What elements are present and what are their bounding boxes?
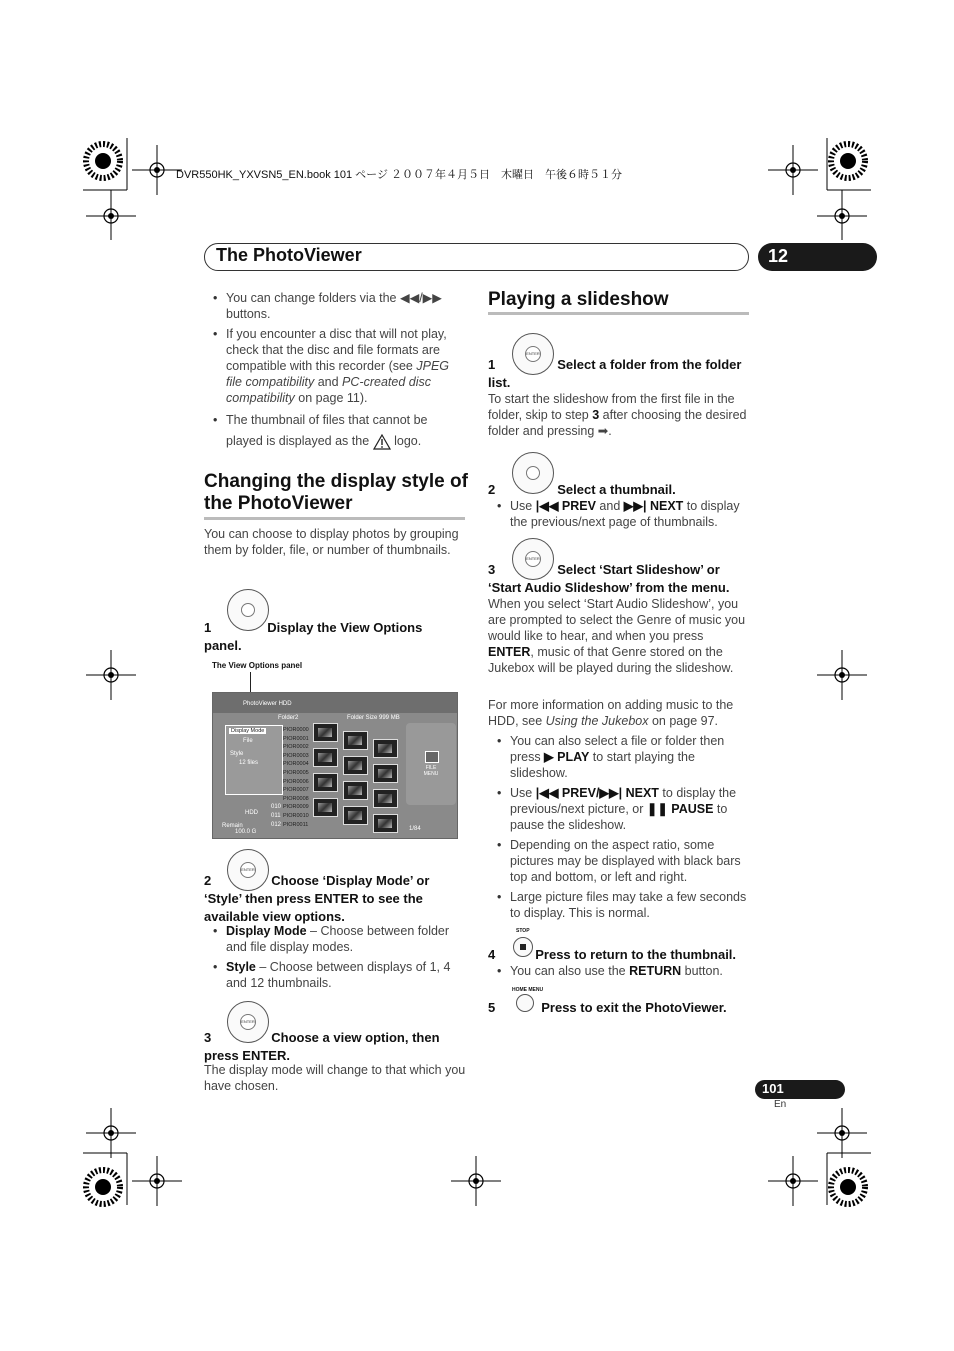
- thumbnail: [343, 756, 368, 775]
- section2-step4: 4 Press to return to the thumbnail.: [488, 947, 737, 962]
- page-indicator: 1/84: [409, 826, 421, 832]
- section2-step2: 2 Select a thumbnail.: [488, 482, 676, 497]
- option-display-mode: Display Mode: [231, 728, 265, 734]
- view-options-screen: [212, 692, 458, 839]
- bullet-prev-next-page: • Use |◀◀ PREV and ▶▶| NEXT to display the previous/next page of thumbnails.: [497, 498, 751, 530]
- enter-button-icon: ENTER: [512, 333, 554, 375]
- enter-button-icon: ENTER: [512, 538, 554, 580]
- file-menu-icon: [425, 751, 439, 763]
- section2-step5: 5 Press to exit the PhotoViewer.: [488, 1000, 727, 1015]
- section1-step2: 2 Choose ‘Display Mode’ or ‘Style’ then press ENTER to see the available view options.: [204, 873, 430, 924]
- row-num-012: 012: [271, 822, 282, 828]
- home-menu-button-label: HOME MENU: [512, 987, 544, 993]
- thumbnail: [313, 723, 338, 742]
- section-heading-slideshow: Playing a slideshow: [488, 289, 669, 310]
- bullet-folders: • You can change folders via the ◀◀/▶▶ buttons.: [213, 290, 465, 322]
- left-bullet-list: [213, 290, 465, 456]
- bullet-return: • You can also use the RETURN button.: [497, 963, 751, 979]
- section-rule: [204, 517, 465, 520]
- option-file: File: [243, 738, 253, 744]
- row-num-010: 010: [271, 804, 282, 810]
- stop-button-label: STOP: [516, 928, 530, 934]
- warning-icon: [373, 434, 391, 450]
- step2-bullets: [213, 923, 465, 995]
- section1-step3-text: The display mode will change to that which you have chosen.: [204, 1063, 466, 1093]
- hdd-label: HDD: [245, 810, 258, 816]
- file-menu-panel: [406, 723, 456, 805]
- thumbnail: [373, 739, 398, 758]
- section2-step3-text: When you select ‘Start Audio Slideshow’, you are prompted to select the Genre of music you would like to hear, and when you press ENTER, music of that Genre stored on the Jukebox will be played during the slideshow.: [488, 597, 746, 675]
- section1-step1: 1 Display the View Options panel.: [204, 620, 423, 653]
- thumbnail: [373, 814, 398, 833]
- section1-step3: 3 Choose a view option, then press ENTER.: [204, 1030, 440, 1063]
- thumbnail: [313, 748, 338, 767]
- remain-label: Remain: [222, 823, 243, 829]
- bullet-disc-compat: • If you encounter a disc that will not play, check that the disc and file formats are compatible with this recorder (see JPEG file compatibility and PC-created disc compatibility on page 11).: [213, 326, 465, 406]
- thumbnail: [373, 789, 398, 808]
- section2-more-info: For more information on adding music to the HDD, see Using the Jukebox on page 97.: [488, 698, 734, 728]
- page-language: En: [774, 1099, 787, 1110]
- thumbnail: [313, 798, 338, 817]
- thumbnail: [343, 781, 368, 800]
- bullet-display-mode: • Display Mode – Choose between folder and file display modes.: [213, 923, 465, 955]
- thumbnail: [373, 764, 398, 783]
- section1-intro: You can choose to display photos by grouping them by folder, file, or number of thumbnails.: [204, 527, 459, 557]
- screen-title: PhotoViewer HDD: [243, 701, 292, 707]
- chapter-number: 12: [768, 246, 789, 266]
- section2-bullets: [497, 733, 751, 925]
- thumbnail: [343, 731, 368, 750]
- bullet-unplayable: • The thumbnail of files that cannot be played is displayed as the logo.: [213, 410, 465, 452]
- bullet-prev-next-picture: • Use |◀◀ PREV/▶▶| NEXT to display the previous/next picture, or ❚❚ PAUSE to pause the slideshow.: [497, 785, 751, 833]
- option-style: Style: [230, 751, 244, 757]
- screen-folder-size: Folder Size 999 MB: [347, 715, 400, 721]
- thumbnail: [343, 806, 368, 825]
- enter-button-icon: ENTER: [227, 849, 269, 891]
- print-header: DVR550HK_YXVSN5_EN.book 101 ページ ２００７年４月５日 木曜日 午後６時５１分: [176, 169, 622, 181]
- bullet-aspect-ratio: • Depending on the aspect ratio, some pictures may be displayed with black bars top and bottom, or left and right.: [497, 837, 751, 885]
- section2-step4-bullets: [497, 963, 751, 983]
- section2-step1-text: To start the slideshow from the first file in the folder, skip to step 3 after choosing the desired folder and pressing ➡.: [488, 392, 747, 438]
- section2-step1: 1 Select a folder from the folder list.: [488, 357, 742, 390]
- view-options-panel: [225, 725, 283, 795]
- thumbnail: [313, 773, 338, 792]
- file-list: PIOR0000 PIOR0001 PIOR0002 PIOR0003 PIOR0004 PIOR0005 PIOR0006 PIOR0007 PIOR0008 PIOR0009 PIOR0010 PIOR0011: [283, 727, 309, 828]
- section2-step3: 3 Select ‘Start Slideshow’ or ‘Start Audio Slideshow’ from the menu.: [488, 562, 730, 595]
- screen-folder: Folder2: [278, 715, 299, 721]
- section2-step2-bullets: [497, 498, 751, 534]
- file-menu-label: FILE MENU: [423, 765, 439, 777]
- section-heading-display-style: Changing the display style of the PhotoViewer: [204, 471, 468, 514]
- chapter-title: The PhotoViewer: [216, 245, 362, 265]
- chapter-number-badge: [758, 243, 877, 271]
- bullet-large-files: • Large picture files may take a few seconds to display. This is normal.: [497, 889, 751, 921]
- bullet-style: • Style – Choose between displays of 1, 4 and 12 thumbnails.: [213, 959, 465, 991]
- page-number-badge: [755, 1080, 845, 1099]
- page-number: 101: [762, 1081, 784, 1096]
- row-num-011: 011: [271, 813, 281, 819]
- enter-button-icon: ENTER: [227, 1001, 269, 1043]
- bullet-play: • You can also select a file or folder then press ▶ PLAY to start playing the slideshow.: [497, 733, 751, 781]
- figure-label: The View Options panel: [212, 661, 303, 670]
- remain-value: 100.0 G: [235, 829, 257, 835]
- section-rule: [488, 312, 749, 315]
- option-files-count: 12 files: [239, 760, 259, 766]
